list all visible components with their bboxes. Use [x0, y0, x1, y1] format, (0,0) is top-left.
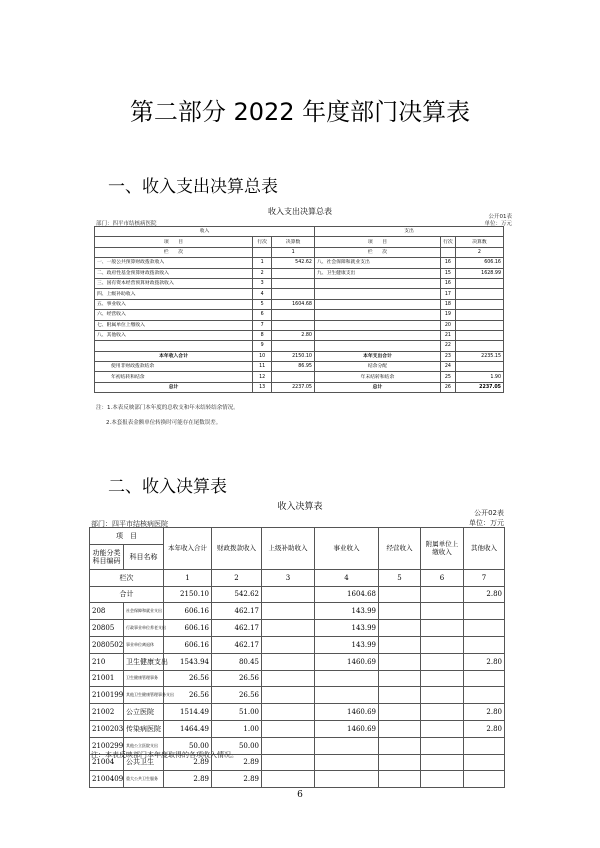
section2-dept: 部门：四平市结核病医院	[91, 520, 168, 528]
cell-operating	[379, 704, 421, 721]
grand-total-label: 总计	[95, 382, 253, 392]
cell-fiscal: 462.17	[212, 603, 262, 620]
cell-total: 26.56	[164, 670, 212, 687]
header-superior: 上级补助收入	[262, 528, 315, 570]
row-no: 16	[440, 258, 455, 268]
row-no: 25	[440, 372, 455, 382]
col-index: 2	[455, 247, 503, 257]
table-row	[90, 687, 505, 704]
income-value: 542.62	[272, 258, 315, 268]
cell-business	[315, 687, 379, 704]
cell-business: 143.99	[315, 620, 379, 637]
cell-fiscal: 80.45	[212, 653, 262, 670]
cell-operating	[379, 670, 421, 687]
row-no: 11	[253, 362, 272, 372]
cell-fiscal: 51.00	[212, 704, 262, 721]
cell-affiliate	[421, 687, 464, 704]
row-no: 17	[440, 289, 455, 299]
cell-code: 20805	[90, 620, 124, 637]
cell-business: 143.99	[315, 636, 379, 653]
cell-business	[315, 754, 379, 771]
col-row: 行次	[440, 237, 455, 247]
col-index: 1	[164, 569, 212, 586]
cell-other: 2.80	[464, 586, 505, 603]
income-value	[272, 289, 315, 299]
header-affiliate: 附属单位上缴收入	[421, 528, 464, 570]
cell-superior	[262, 771, 315, 788]
row-no: 9	[253, 341, 272, 351]
row-no: 1	[253, 258, 272, 268]
cell-operating	[379, 720, 421, 737]
cell-fiscal: 2.89	[212, 754, 262, 771]
income-item: 五、事业收入	[95, 299, 253, 309]
lanci-label: 栏次	[90, 569, 164, 586]
cell-affiliate	[421, 620, 464, 637]
cell-name: 行政事业单位养老支出	[124, 620, 164, 637]
cell-code: 2100199	[90, 687, 124, 704]
cell-operating	[379, 754, 421, 771]
cell-operating	[379, 737, 421, 754]
row-no: 26	[440, 382, 455, 392]
cell-other: 2.80	[464, 720, 505, 737]
cell-affiliate	[421, 653, 464, 670]
expense-value: 1.90	[455, 372, 503, 382]
cell-operating	[379, 653, 421, 670]
income-value	[272, 268, 315, 278]
expense-value	[455, 310, 503, 320]
grand-total-value: 2237.05	[272, 382, 315, 392]
header-other: 其他收入	[464, 528, 505, 570]
table-row	[95, 330, 504, 340]
col-index: 7	[464, 569, 505, 586]
cell-operating	[379, 687, 421, 704]
cell-name: 重大公共卫生服务	[124, 771, 164, 788]
cell-name: 社会保障和就业支出	[124, 603, 164, 620]
table-row	[95, 299, 504, 309]
table-row	[90, 670, 505, 687]
cell-business: 1460.69	[315, 720, 379, 737]
expense-item: 年末结转和结余	[314, 372, 440, 382]
cell-code: 208	[90, 603, 124, 620]
expense-item: 结余分配	[314, 362, 440, 372]
section1-dept: 部门：四平市结核病医院	[96, 221, 157, 227]
grand-total-label: 总计	[314, 382, 440, 392]
table-row	[90, 720, 505, 737]
cell-other	[464, 603, 505, 620]
cell-other: 2.80	[464, 653, 505, 670]
col-item: 项 目	[95, 237, 253, 247]
cell-total: 2.89	[164, 771, 212, 788]
section1-heading: 一、收入支出决算总表	[108, 177, 278, 197]
expense-item	[314, 289, 440, 299]
cell-other	[464, 620, 505, 637]
cell-code: 2100203	[90, 720, 124, 737]
col-index: 4	[315, 569, 379, 586]
expense-item	[314, 330, 440, 340]
cell-other: 2.80	[464, 704, 505, 721]
cell-fiscal: 26.56	[212, 687, 262, 704]
cell-total: 1543.94	[164, 653, 212, 670]
table-row	[90, 704, 505, 721]
row-no: 3	[253, 278, 272, 288]
cell-fiscal: 2.89	[212, 771, 262, 788]
col-amount: 决算数	[272, 237, 315, 247]
cell-superior	[262, 704, 315, 721]
cell-fiscal: 26.56	[212, 670, 262, 687]
col-index: 2	[212, 569, 262, 586]
cell-superior	[262, 636, 315, 653]
row-no: 8	[253, 330, 272, 340]
section2-table-title: 收入决算表	[277, 502, 323, 512]
cell-other	[464, 771, 505, 788]
income-value: 2.80	[272, 330, 315, 340]
cell-total: 2.89	[164, 754, 212, 771]
cell-total: 26.56	[164, 687, 212, 704]
row-no: 19	[440, 310, 455, 320]
row-no: 6	[253, 310, 272, 320]
income-value	[272, 372, 315, 382]
expense-item: 八、社会保障和就业支出	[314, 258, 440, 268]
expense-item	[314, 299, 440, 309]
header-code: 功能分类科目编码	[90, 544, 124, 569]
cell-superior	[262, 653, 315, 670]
expense-value	[455, 289, 503, 299]
cell-affiliate	[421, 636, 464, 653]
income-item: 七、附属单位上缴收入	[95, 320, 253, 330]
income-total-value: 2150.10	[272, 351, 315, 361]
section1-table-title: 收入支出决算总表	[268, 207, 332, 216]
expense-item	[314, 320, 440, 330]
header-fiscal: 财政拨款收入	[212, 528, 262, 570]
table-row	[95, 310, 504, 320]
row-no: 16	[440, 278, 455, 288]
expense-value: 606.16	[455, 258, 503, 268]
cell-operating	[379, 586, 421, 603]
section2-table-code: 公开02表	[474, 509, 504, 517]
cell-fiscal: 462.17	[212, 620, 262, 637]
section2-note: 注：本表反映部门本年度取得的各项收入情况。	[91, 751, 238, 759]
cell-superior	[262, 754, 315, 771]
row-no: 13	[253, 382, 272, 392]
cell-code: 2100299	[90, 737, 124, 754]
total-row	[90, 586, 505, 603]
section1-unit: 单位：万元	[484, 221, 512, 227]
income-total-label: 本年收入合计	[95, 351, 253, 361]
cell-business: 1604.68	[315, 586, 379, 603]
row-no: 18	[440, 299, 455, 309]
cell-fiscal: 1.00	[212, 720, 262, 737]
cell-code: 21001	[90, 670, 124, 687]
cell-other	[464, 687, 505, 704]
cell-name: 公立医院	[124, 704, 164, 721]
cell-other	[464, 636, 505, 653]
table-row	[95, 258, 504, 268]
cell-total: 2150.10	[164, 586, 212, 603]
cell-name: 卫生健康支出	[124, 653, 164, 670]
cell-affiliate	[421, 603, 464, 620]
row-no: 23	[440, 351, 455, 361]
header-item: 项 目	[90, 528, 164, 545]
col-row: 行次	[253, 237, 272, 247]
cell-business: 1460.69	[315, 704, 379, 721]
income-detail-table	[89, 527, 505, 788]
cell-operating	[379, 620, 421, 637]
row-no: 10	[253, 351, 272, 361]
row-no: 12	[253, 372, 272, 382]
income-item: 三、国有资本经营预算财政拨款收入	[95, 278, 253, 288]
header-business: 事业收入	[315, 528, 379, 570]
table-row	[95, 362, 504, 372]
section1-note1: 注：1.本表反映部门本年度的总收支和年末结转结余情况。	[96, 405, 239, 411]
cell-fiscal: 542.62	[212, 586, 262, 603]
income-value: 86.95	[272, 362, 315, 372]
header-total: 本年收入合计	[164, 528, 212, 570]
table-row	[95, 372, 504, 382]
section1-note2: 2.本套报表金额单位转换时可能存在尾数误差。	[106, 420, 222, 426]
expense-value	[455, 278, 503, 288]
cell-fiscal: 50.00	[212, 737, 262, 754]
income-item: 使用非财政拨款结余	[95, 362, 253, 372]
cell-total: 606.16	[164, 603, 212, 620]
table-row	[90, 636, 505, 653]
cell-superior	[262, 670, 315, 687]
grand-total-value: 2237.05	[455, 382, 503, 392]
row-no: 21	[440, 330, 455, 340]
cell-operating	[379, 771, 421, 788]
cell-total: 1464.49	[164, 720, 212, 737]
table-row	[95, 341, 504, 351]
col-index: 5	[379, 569, 421, 586]
income-item: 六、经营收入	[95, 310, 253, 320]
row-no: 15	[440, 268, 455, 278]
cell-total: 50.00	[164, 737, 212, 754]
section2-heading: 二、收入决算表	[108, 477, 227, 497]
cell-affiliate	[421, 586, 464, 603]
cell-total: 606.16	[164, 620, 212, 637]
cell-superior	[262, 603, 315, 620]
cell-name: 公共卫生	[124, 754, 164, 771]
cell-superior	[262, 737, 315, 754]
income-item: 二、政府性基金预算财政拨款收入	[95, 268, 253, 278]
cell-code: 2080502	[90, 636, 124, 653]
cell-other	[464, 754, 505, 771]
cell-name: 其他公立医院支出	[124, 737, 164, 754]
expense-total-value: 2235.15	[455, 351, 503, 361]
cell-total: 606.16	[164, 636, 212, 653]
cell-name: 卫生健康管理事务	[124, 670, 164, 687]
row-no: 24	[440, 362, 455, 372]
income-item	[95, 341, 253, 351]
cell-operating	[379, 603, 421, 620]
expense-item	[314, 278, 440, 288]
cell-business	[315, 771, 379, 788]
income-value: 1604.68	[272, 299, 315, 309]
cell-superior	[262, 687, 315, 704]
lanci-label: 栏 次	[95, 247, 253, 257]
expense-value	[455, 362, 503, 372]
income-value	[272, 341, 315, 351]
section1-table-code: 公开01表	[488, 214, 512, 220]
col-index: 1	[272, 247, 315, 257]
table-row	[95, 268, 504, 278]
cell-other	[464, 670, 505, 687]
header-name: 科目名称	[124, 544, 164, 569]
col-amount: 决算数	[455, 237, 503, 247]
expense-total-label: 本年支出合计	[314, 351, 440, 361]
col-index: 3	[262, 569, 315, 586]
expense-item	[314, 310, 440, 320]
income-expense-summary-table	[94, 226, 504, 393]
page-number: 6	[297, 790, 303, 800]
income-value	[272, 278, 315, 288]
table-row	[90, 771, 505, 788]
cell-name: 事业单位离退休	[124, 636, 164, 653]
table-row	[95, 351, 504, 361]
income-value	[272, 320, 315, 330]
cell-affiliate	[421, 720, 464, 737]
lanci-label: 栏 次	[314, 247, 440, 257]
income-header: 收入	[95, 227, 315, 237]
income-item: 四、上级补助收入	[95, 289, 253, 299]
cell-business: 1460.69	[315, 653, 379, 670]
page-title: 第二部分 2022 年度部门决算表	[129, 98, 471, 126]
row-no: 22	[440, 341, 455, 351]
cell-name: 传染病医院	[124, 720, 164, 737]
cell-code: 2100409	[90, 771, 124, 788]
table-row	[90, 603, 505, 620]
income-value	[272, 310, 315, 320]
expense-value	[455, 299, 503, 309]
cell-superior	[262, 720, 315, 737]
income-item: 一、一般公共预算财政拨款收入	[95, 258, 253, 268]
table-row	[95, 278, 504, 288]
row-no: 2	[253, 268, 272, 278]
cell-total: 1514.49	[164, 704, 212, 721]
cell-affiliate	[421, 754, 464, 771]
table-row	[95, 382, 504, 392]
cell-name: 其他卫生健康管理事务支出	[124, 687, 164, 704]
cell-business: 143.99	[315, 603, 379, 620]
cell-code: 210	[90, 653, 124, 670]
expense-value	[455, 341, 503, 351]
income-item: 年初结转和结余	[95, 372, 253, 382]
col-index: 6	[421, 569, 464, 586]
expense-item: 九、卫生健康支出	[314, 268, 440, 278]
income-item: 八、其他收入	[95, 330, 253, 340]
row-no: 5	[253, 299, 272, 309]
total-label: 合计	[90, 586, 164, 603]
cell-code: 21004	[90, 754, 124, 771]
cell-other	[464, 737, 505, 754]
header-operating: 经营收入	[379, 528, 421, 570]
cell-affiliate	[421, 704, 464, 721]
cell-affiliate	[421, 737, 464, 754]
row-no: 4	[253, 289, 272, 299]
cell-superior	[262, 586, 315, 603]
cell-operating	[379, 636, 421, 653]
row-no: 7	[253, 320, 272, 330]
expense-value	[455, 330, 503, 340]
cell-affiliate	[421, 771, 464, 788]
cell-code: 21002	[90, 704, 124, 721]
expense-header: 支出	[314, 227, 503, 237]
section2-unit: 单位：万元	[469, 519, 504, 527]
cell-business	[315, 737, 379, 754]
expense-value	[455, 320, 503, 330]
table-row	[90, 620, 505, 637]
cell-superior	[262, 620, 315, 637]
table-row	[95, 289, 504, 299]
col-item: 项 目	[314, 237, 440, 247]
cell-fiscal: 462.17	[212, 636, 262, 653]
cell-business	[315, 670, 379, 687]
table-row	[95, 320, 504, 330]
expense-value: 1628.99	[455, 268, 503, 278]
table-row	[90, 653, 505, 670]
cell-affiliate	[421, 670, 464, 687]
row-no: 20	[440, 320, 455, 330]
expense-item	[314, 341, 440, 351]
